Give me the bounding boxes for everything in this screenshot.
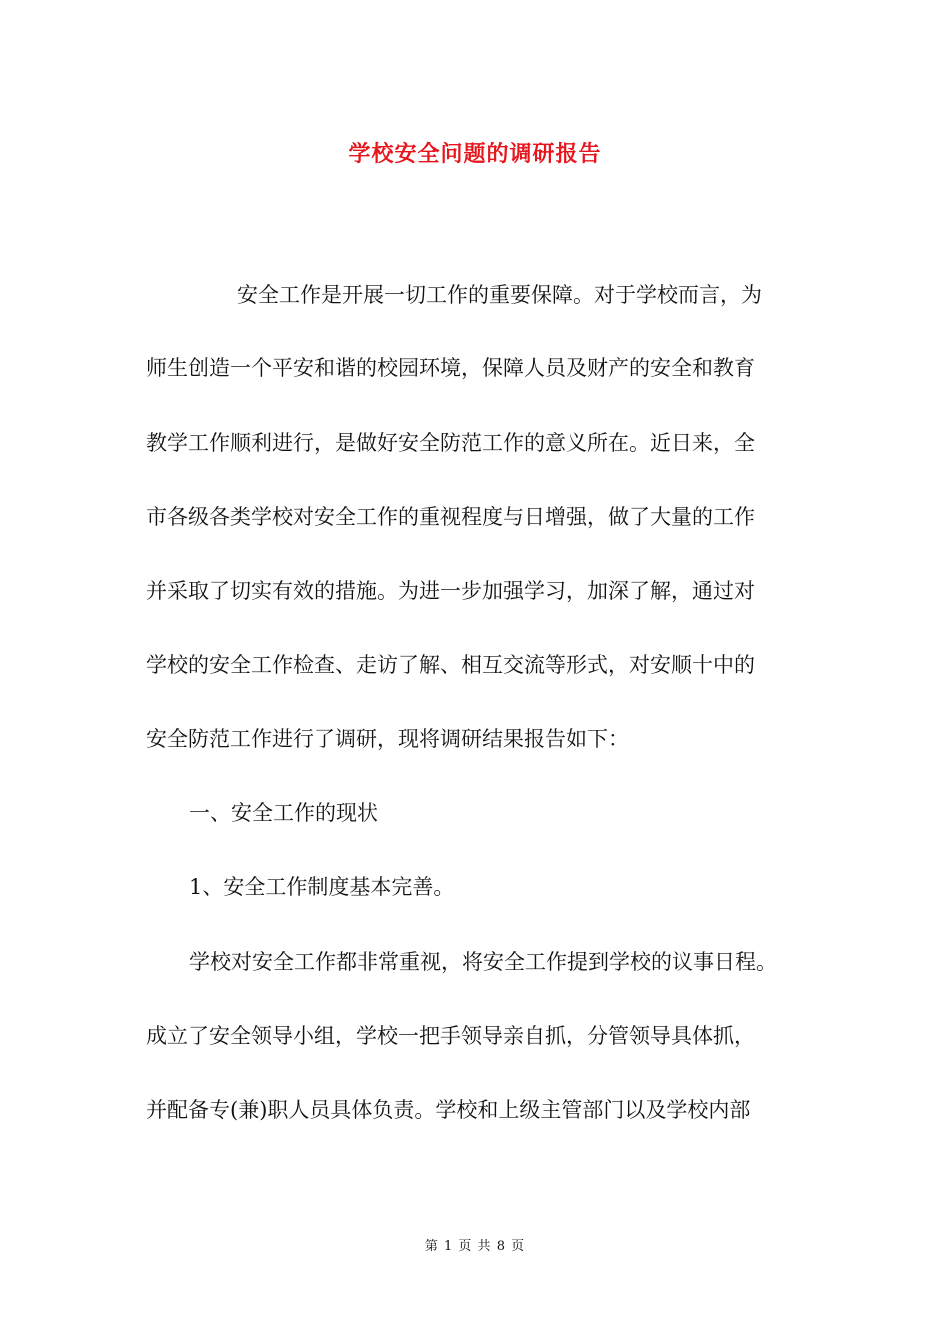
paragraph-line: 教学工作顺利进行，是做好安全防范工作的意义所在。近日来，全 [146, 431, 755, 455]
paragraph-line: 成立了安全领导小组，学校一把手领导亲自抓，分管领导具体抓， [146, 1024, 755, 1048]
paragraph-line: 安全防范工作进行了调研，现将调研结果报告如下： [146, 727, 629, 751]
section-heading: 一、安全工作的现状 [189, 801, 378, 825]
paragraph-line: 并采取了切实有效的措施。为进一步加强学习，加深了解，通过对 [146, 579, 755, 603]
paragraph-line: 学校对安全工作都非常重视，将安全工作提到学校的议事日程。 [189, 950, 777, 974]
paragraph-line: 市各级各类学校对安全工作的重视程度与日增强，做了大量的工作 [146, 505, 755, 529]
document-title: 学校安全问题的调研报告 [348, 141, 602, 167]
paragraph-line: 安全工作是开展一切工作的重要保障。对于学校而言，为 [237, 283, 762, 307]
paragraph-line: 并配备专(兼)职人员具体负责。学校和上级主管部门以及学校内部 [146, 1098, 751, 1122]
paragraph-line: 师生创造一个平安和谐的校园环境，保障人员及财产的安全和教育 [146, 356, 755, 380]
subsection-heading: 1、安全工作制度基本完善。 [189, 875, 455, 899]
page-number-footer: 第 1 页 共 8 页 [424, 1239, 526, 1254]
paragraph-line: 学校的安全工作检查、走访了解、相互交流等形式，对安顺十中的 [146, 653, 755, 677]
